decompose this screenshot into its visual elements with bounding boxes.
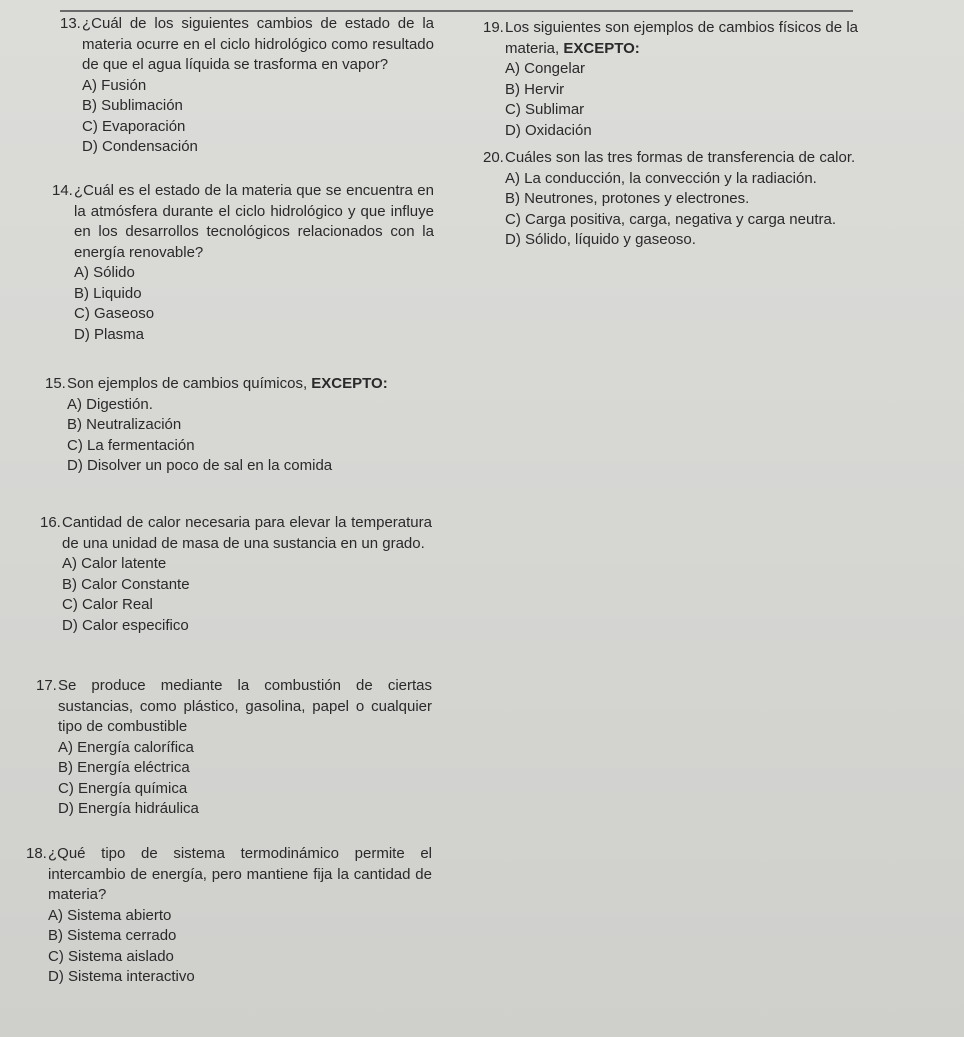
- question-stem: ¿Qué tipo de sistema termodinámico permite el intercambio de energía, pero mantiene fija la cantidad de materia?: [48, 845, 432, 903]
- option-c: C) Sublimar: [505, 101, 585, 118]
- question-14: [52, 181, 434, 345]
- question-stem: Cuáles son las tres formas de transferencia de calor.: [505, 149, 856, 166]
- option-c: C) La fermentación: [67, 436, 195, 454]
- option-c: C) Energía química: [58, 779, 188, 797]
- option-d: D) Oxidación: [505, 121, 592, 139]
- question-17: [36, 676, 432, 820]
- question-stem: Los siguientes son ejemplos de cambios físicos de la materia, EXCEPTO:: [505, 19, 858, 57]
- except-label: EXCEPTO:: [311, 375, 388, 392]
- option-d: D) Disolver un poco de sal en la comida: [67, 457, 333, 474]
- option-c: C) Calor Real: [62, 596, 153, 613]
- question-13: [60, 14, 434, 158]
- question-number: 14.: [52, 182, 73, 199]
- question-stem: Se produce mediante la combustión de ciertas sustancias, como plástico, gasolina, papel o cualquier tipo de combustible: [58, 677, 432, 735]
- option-b: B) Neutrones, protones y electrones.: [505, 190, 750, 207]
- option-d: D) Condensación: [82, 138, 198, 155]
- question-number: 17.: [36, 677, 57, 694]
- question-stem: ¿Cuál de los siguientes cambios de estado de la materia ocurre en el ciclo hidrológico como resultado de que el agua líquida se trasforma en vapor?: [82, 15, 434, 73]
- option-c: C) Gaseoso: [74, 305, 155, 322]
- option-b: B) Calor Constante: [62, 575, 190, 593]
- question-20: [483, 148, 858, 251]
- option-d: D) Energía hidráulica: [58, 800, 199, 817]
- option-c: C) Sistema aislado: [48, 947, 174, 965]
- question-15: [45, 374, 433, 477]
- question-stem: ¿Cuál es el estado de la materia que se encuentra en la atmósfera durante el ciclo hidrológico y que influye en los desarrollos tecnológicos relacionados con la energía renovable?: [74, 182, 434, 261]
- question-number: 19.: [483, 19, 504, 36]
- option-a: A) Energía calorífica: [58, 738, 194, 756]
- option-d: D) Sólido, líquido y gaseoso.: [505, 231, 696, 248]
- option-b: B) Liquido: [74, 284, 142, 302]
- option-d: D) Calor especifico: [62, 616, 189, 634]
- option-c: C) Carga positiva, carga, negativa y carga neutra.: [505, 210, 837, 228]
- question-stem: Son ejemplos de cambios químicos, EXCEPTO:: [67, 375, 388, 392]
- question-number: 18.: [26, 845, 47, 862]
- question-16: [40, 513, 432, 636]
- option-c: C) Evaporación: [82, 117, 186, 135]
- option-b: B) Neutralización: [67, 416, 182, 433]
- question-number: 15.: [45, 375, 66, 392]
- option-a: A) Sólido: [74, 264, 135, 281]
- question-number: 16.: [40, 514, 61, 531]
- question-19: [483, 18, 858, 141]
- option-a: A) Digestión.: [67, 395, 153, 413]
- option-a: A) Fusión: [82, 76, 147, 94]
- option-b: B) Sublimación: [82, 97, 183, 114]
- question-18: [26, 844, 432, 988]
- option-d: D) Sistema interactivo: [48, 968, 195, 985]
- option-b: B) Energía eléctrica: [58, 759, 190, 776]
- option-d: D) Plasma: [74, 325, 145, 343]
- option-a: A) Calor latente: [62, 555, 167, 572]
- question-number: 20.: [483, 149, 504, 166]
- option-a: A) Sistema abierto: [48, 906, 172, 924]
- top-rule: [60, 10, 853, 12]
- question-number: 13.: [60, 15, 81, 32]
- option-a: A) La conducción, la convección y la radiación.: [505, 169, 817, 187]
- option-b: B) Hervir: [505, 80, 565, 98]
- except-label: EXCEPTO:: [563, 39, 640, 57]
- question-stem: Cantidad de calor necesaria para elevar la temperatura de una unidad de masa de una sustancia en un grado.: [62, 514, 432, 552]
- option-b: B) Sistema cerrado: [48, 927, 177, 944]
- option-a: A) Congelar: [505, 60, 586, 77]
